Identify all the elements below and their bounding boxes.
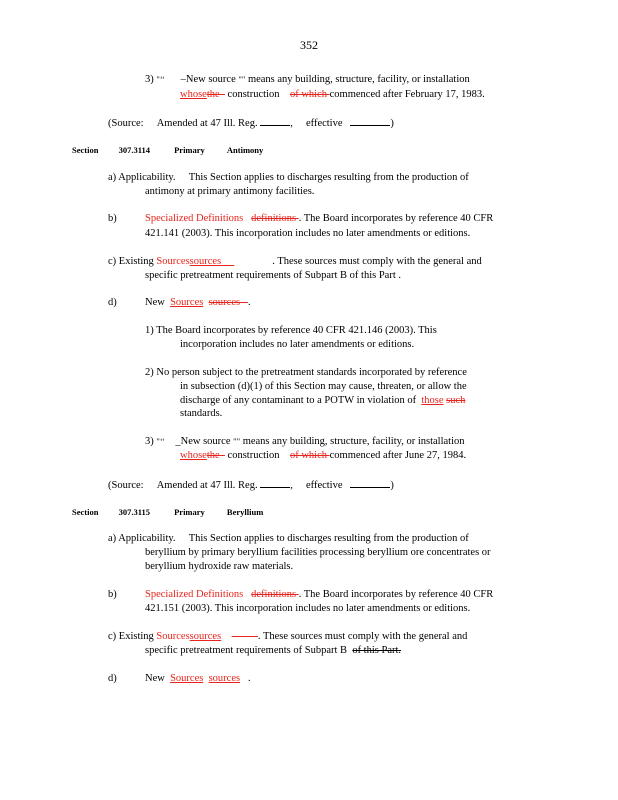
section-3115-a-line1: a) Applicability. This Section applies to discharges resulting from the production of	[108, 533, 469, 544]
top-item-line2: whosethe construction of which commenced after February 17, 1983.	[180, 89, 485, 100]
section-3115-b-label: b)	[108, 589, 117, 600]
page-number: 352	[300, 38, 318, 52]
section-3114-a-line1: a) Applicability. This Section applies to discharges resulting from the production of	[108, 172, 469, 183]
section-3115-b-line1: Specialized Definitions definitions . The Board incorporates by reference 40 CFR	[145, 589, 494, 600]
section-3114-c-line2: specific pretreatment requirements of Subpart B of this Part .	[145, 270, 402, 281]
section-3115-a-line3: beryllium hydroxide raw materials.	[145, 561, 294, 572]
section-3114-d-label: d)	[108, 297, 117, 308]
section-3114-d2-line4: standards.	[180, 408, 223, 419]
section-3114-d-line: New Sources sources .	[145, 297, 251, 308]
section-3114-d1-line2: incorporation includes no later amendments or editions.	[180, 339, 415, 350]
section-3114-a-line2: antimony at primary antimony facilities.	[145, 186, 315, 197]
section-3114-heading: Section 307.3114 Primary Antimony	[72, 145, 264, 155]
section-3115-d-label: d)	[108, 673, 117, 684]
top-item-line1: 3) "‘‘ –New source "" means any building, structure, facility, or installation	[145, 74, 470, 85]
section-3114-d3-line2: whosethe construction of which commenced after June 27, 1984.	[180, 450, 467, 461]
section-3115-c-line2: specific pretreatment requirements of Subpart B of this Part.	[145, 645, 402, 656]
section-3114-b-line2: 421.141 (2003). This incorporation includes no later amendments or editions.	[145, 228, 471, 239]
section-3114-d2-line1: 2) No person subject to the pretreatment standards incorporated by reference	[145, 367, 467, 378]
section-3114-d2-line3: discharge of any contaminant to a POTW in violation of those such	[180, 395, 466, 406]
section-3115-a-line2: beryllium by primary beryllium facilities processing beryllium ore concentrates or	[145, 547, 491, 558]
section-3115-c-line1: c) Existing Sourcessources . These sources must comply with the general and	[108, 631, 468, 642]
section-3115-heading: Section 307.3115 Primary Beryllium	[72, 507, 264, 517]
section-3114-b-label: b)	[108, 213, 117, 224]
section-3115-b-line2: 421.151 (2003). This incorporation includes no later amendments or editions.	[145, 603, 471, 614]
section-3114-d1-line1: 1) The Board incorporates by reference 40 CFR 421.146 (2003). This	[145, 325, 437, 336]
section-3114-b-line1: Specialized Definitions definitions . The Board incorporates by reference 40 CFR	[145, 213, 494, 224]
section-3114-d2-line2: in subsection (d)(1) of this Section may cause, threaten, or allow the	[180, 381, 467, 392]
source-note-2: (Source: Amended at 47 Ill. Reg. , effective )	[108, 480, 394, 491]
section-3114-d3-line1: 3) "‘‘ _New source "" means any building, structure, facility, or installation	[145, 436, 465, 447]
source-note-1: (Source: Amended at 47 Ill. Reg. , effective )	[108, 118, 394, 129]
section-3115-d-line: New Sources sources .	[145, 673, 251, 684]
section-3114-c-line1: c) Existing Sourcessources . These sources must comply with the general and	[108, 256, 482, 267]
